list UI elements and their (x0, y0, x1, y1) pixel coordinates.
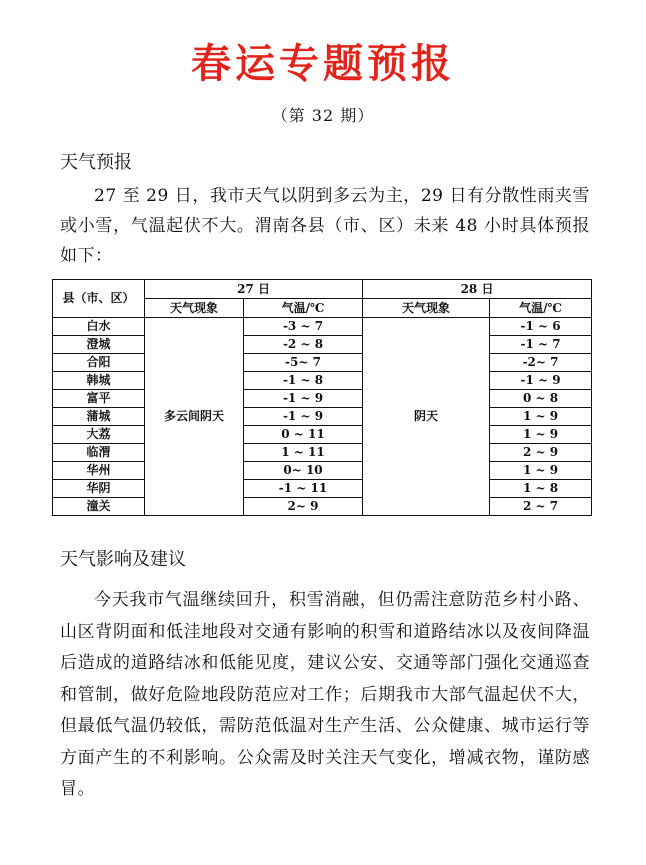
day1-temp-cell: 1 ~ 11 (244, 444, 363, 462)
day1-temp-header: 气温/℃ (244, 299, 363, 318)
day2-temp-header: 气温/℃ (490, 299, 592, 318)
day1-temp-cell: -2 ~ 8 (244, 336, 363, 354)
county-cell: 华阴 (53, 480, 145, 498)
table-row (53, 444, 592, 462)
county-cell: 临渭 (53, 444, 145, 462)
day1-phenomenon-header: 天气现象 (145, 299, 244, 318)
county-cell: 潼关 (53, 498, 145, 516)
day2-temp-cell: -1 ~ 9 (490, 372, 592, 390)
day1-temp-cell: -1 ~ 8 (244, 372, 363, 390)
day2-temp-cell: -1 ~ 7 (490, 336, 592, 354)
day2-temp-cell: 0 ~ 8 (490, 390, 592, 408)
table-row (53, 498, 592, 516)
table-row (53, 390, 592, 408)
table-header-row (53, 280, 592, 299)
table-row (53, 462, 592, 480)
day2-temp-cell: 1 ~ 9 (490, 426, 592, 444)
day1-header: 27 日 (145, 280, 363, 299)
day2-weather-cell: 阴天 (363, 318, 490, 516)
issue-number: （第 32 期） (271, 106, 375, 125)
county-cell: 白水 (53, 318, 145, 336)
day2-phenomenon-header: 天气现象 (363, 299, 490, 318)
day2-temp-cell: 1 ~ 9 (490, 408, 592, 426)
county-cell: 华州 (53, 462, 145, 480)
day2-temp-cell: 2 ~ 7 (490, 498, 592, 516)
county-cell: 富平 (53, 390, 145, 408)
day2-header: 28 日 (363, 280, 592, 299)
county-cell: 蒲城 (53, 408, 145, 426)
table-row (53, 426, 592, 444)
county-cell: 合阳 (53, 354, 145, 372)
day1-temp-cell: -1 ~ 9 (244, 390, 363, 408)
page-title: 春运专题预报 (191, 41, 455, 87)
day2-temp-cell: -2~ 7 (490, 354, 592, 372)
section-heading-forecast: 天气预报 (60, 152, 132, 173)
day1-weather-cell: 多云间阴天 (145, 318, 244, 516)
day1-temp-cell: 0 ~ 11 (244, 426, 363, 444)
day2-temp-cell: 1 ~ 8 (490, 480, 592, 498)
day1-temp-cell: 0~ 10 (244, 462, 363, 480)
county-header: 县（市、区） (53, 280, 145, 318)
day1-temp-cell: -3 ~ 7 (244, 318, 363, 336)
table-row (53, 354, 592, 372)
county-cell: 澄城 (53, 336, 145, 354)
table-row (53, 480, 592, 498)
table-row (53, 336, 592, 354)
impact-paragraph: 今天我市气温继续回升，积雪消融，但仍需注意防范乡村小路、山区背阴面和低洼地段对交通有影响的积雪和道路结冰以及夜间降温后造成的道路结冰和低能见度，建议公安、交通等部门强化交通巡查和管制，做好危险地段防范应对工作；后期我市大部气温起伏不大，但最低气温仍较低，需防范低温对生产生活、公众健康、城市运行等方面产生的不利影响。公众需及时关注天气变化，增减衣物，谨防感冒。 (60, 590, 590, 799)
day2-temp-cell: -1 ~ 6 (490, 318, 592, 336)
forecast-table (52, 279, 592, 516)
day1-temp-cell: -1 ~ 11 (244, 480, 363, 498)
day1-temp-cell: -5~ 7 (244, 354, 363, 372)
county-cell: 大荔 (53, 426, 145, 444)
day1-temp-cell: 2~ 9 (244, 498, 363, 516)
section-heading-impact: 天气影响及建议 (60, 549, 186, 570)
table-row (53, 372, 592, 390)
forecast-paragraph: 27 至 29 日，我市天气以阴到多云为主，29 日有分散性雨夹雪或小雪，气温起伏不大。渭南各县（市、区）未来 48 小时具体预报如下： (60, 186, 590, 266)
day2-temp-cell: 1 ~ 9 (490, 462, 592, 480)
county-cell: 韩城 (53, 372, 145, 390)
day1-temp-cell: -1 ~ 9 (244, 408, 363, 426)
day2-temp-cell: 2 ~ 9 (490, 444, 592, 462)
table-row (53, 408, 592, 426)
table-row (53, 318, 592, 336)
